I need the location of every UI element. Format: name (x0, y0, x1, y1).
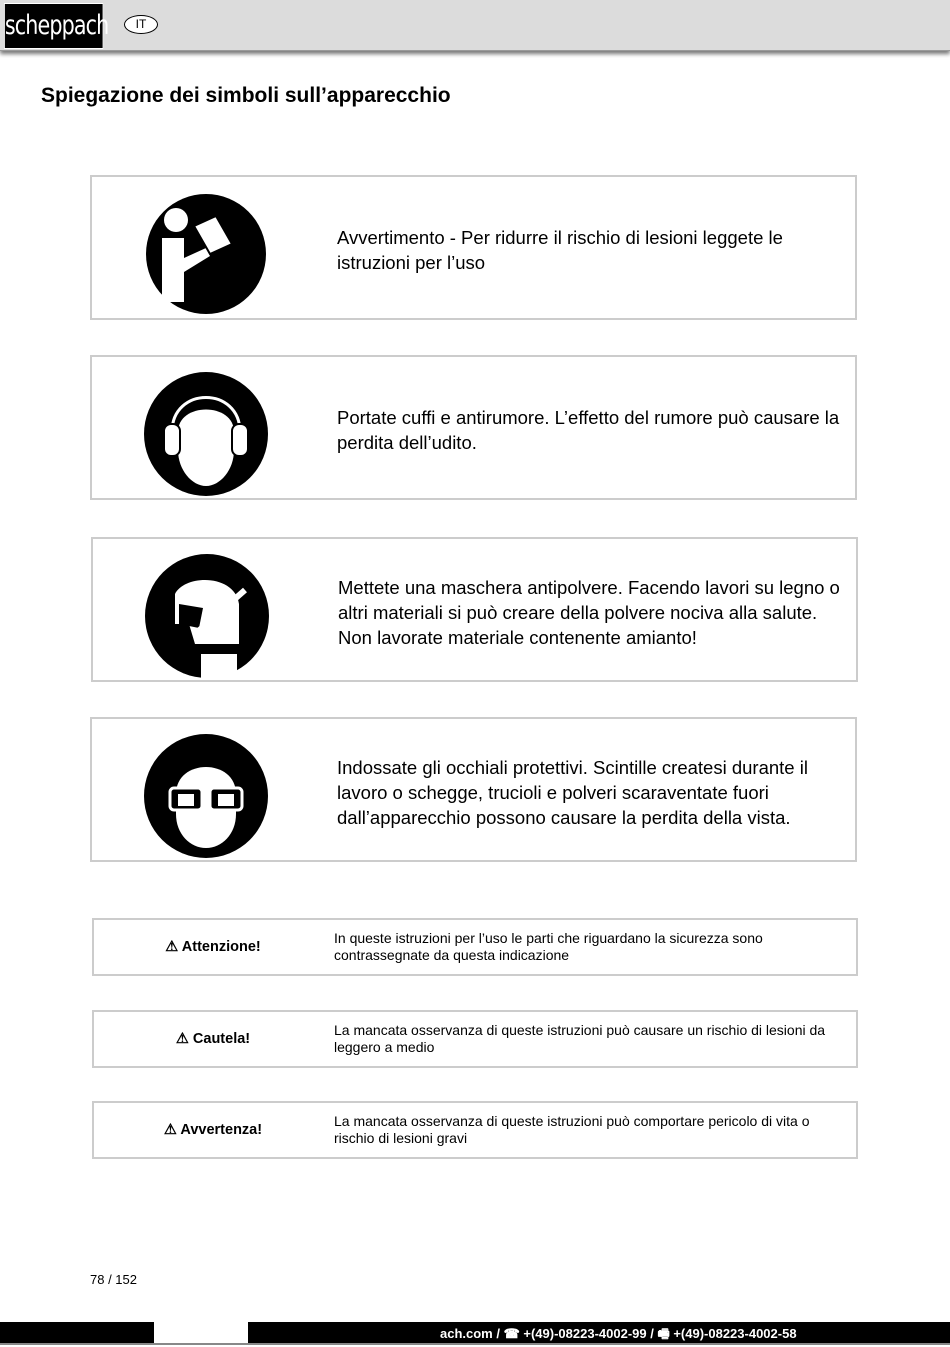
header-bar (0, 0, 950, 51)
symbol-box-dust-mask (91, 537, 858, 682)
warning-text: La mancata osservanza di queste istruzioni può comportare pericolo di vita o rischio di lesioni gravi (334, 1113, 810, 1146)
warning-box-avvertenza (92, 1101, 858, 1159)
footer-gap (154, 1322, 248, 1344)
symbol-box-ear-protection (90, 355, 857, 500)
warning-label: ⚠ Attenzione! (165, 939, 261, 955)
page-title: Spiegazione dei simboli sull’apparecchio (41, 84, 451, 107)
symbol-text: Avvertimento - Per ridurre il rischio di lesioni leggete le istruzioni per l’uso (337, 227, 783, 273)
symbol-box-read-manual (90, 175, 857, 320)
read-manual-icon (144, 192, 268, 316)
footer-contact: ach.com / ☎ +(49)-08223-4002-99 / 🖷 +(49)-08223-4002-58 (440, 1326, 797, 1341)
dust-mask-icon (145, 554, 269, 678)
warning-label: ⚠ Avvertenza! (163, 1122, 263, 1138)
page-number: 78 / 152 (90, 1272, 137, 1287)
symbol-text: Mettete una maschera antipolvere. Facendo lavori su legno o altri materiali si può creare della polvere nociva alla salute. Non lavorate materiale contenente amianto! (338, 577, 840, 648)
safety-goggles-icon (144, 734, 268, 858)
language-badge: IT (124, 15, 158, 34)
warning-text: In queste istruzioni per l’uso le parti che riguardano la sicurezza sono contrassegnate da questa indicazione (334, 930, 763, 963)
symbol-text: Indossate gli occhiali protettivi. Scintille createsi durante il lavoro o schegge, trucioli e polveri scaraventate fuori dall’apparecchio possono causare la perdita della vista. (337, 757, 808, 828)
symbol-text: Portate cuffi e antirumore. L’effetto del rumore può causare la perdita dell’udito. (337, 407, 840, 453)
warning-text: La mancata osservanza di queste istruzioni può causare un rischio di lesioni da leggero a medio (334, 1022, 826, 1055)
warning-box-cautela (92, 1010, 858, 1068)
ear-protection-icon (144, 372, 268, 496)
symbol-box-goggles (90, 717, 857, 862)
warning-label: ⚠ Cautela! (175, 1031, 251, 1047)
warning-box-attenzione (92, 918, 858, 976)
scheppach-logo: scheppach (4, 3, 103, 49)
